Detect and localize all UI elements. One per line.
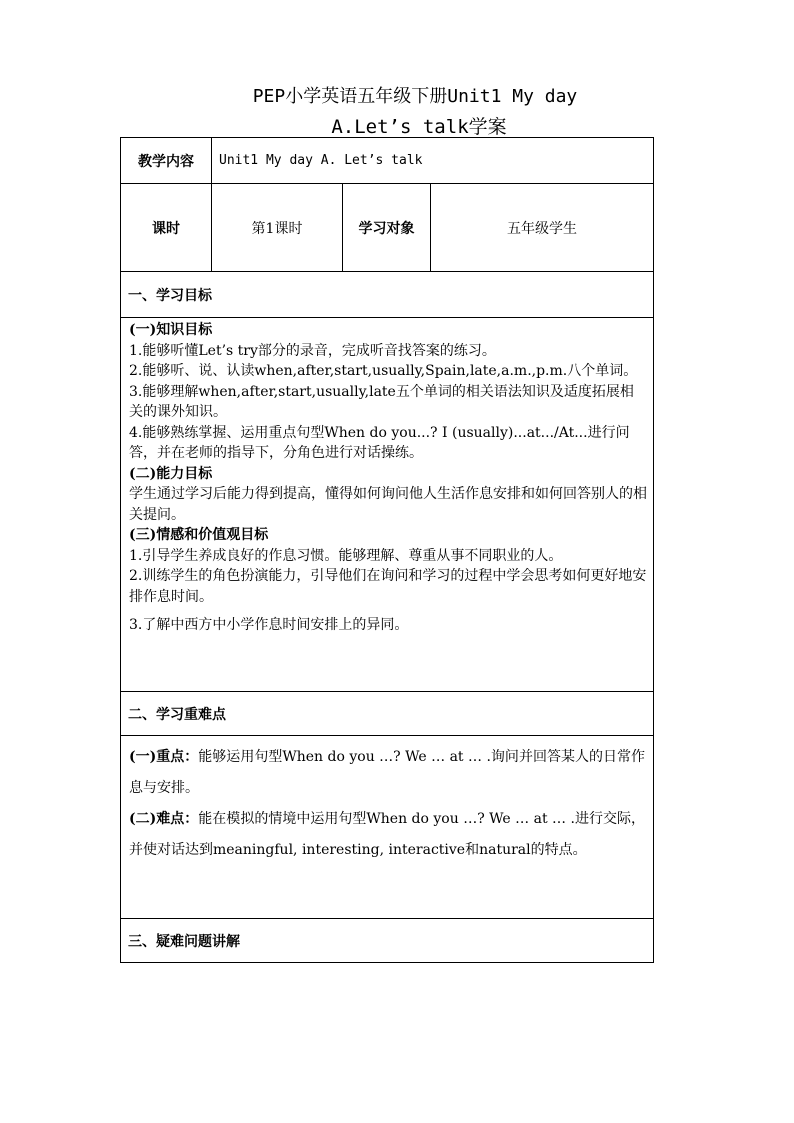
document-subtitle: A.Let’s talk学案 bbox=[331, 116, 507, 138]
objective-item: 学生通过学习后能力得到提高，懂得如何询问他人生活作息安排和如何回答别人的相关提问。 bbox=[129, 486, 647, 523]
difficulty-paragraph bbox=[129, 804, 645, 866]
objective-item: 2.能够听、说、认读when,after,start,usually,Spain,late,a.m.,p.m.八个单词。 bbox=[129, 363, 638, 379]
audience-label: 学习对象 bbox=[343, 184, 431, 272]
section-heading-objectives: 一、学习目标 bbox=[121, 272, 654, 318]
content-label: 教学内容 bbox=[121, 138, 212, 184]
section3-row bbox=[121, 919, 654, 963]
objective-item: 1.能够听懂Let’s try部分的录音，完成听音找答案的练习。 bbox=[129, 342, 496, 359]
lesson-plan-table bbox=[120, 137, 654, 963]
objective-item: 3.了解中西方中小学作息时间安排上的异同。 bbox=[129, 617, 409, 633]
objective-item: 3.能够理解when,after,start,usually,late五个单词的相关语法知识及适度拓展相关的课外知识。 bbox=[129, 383, 634, 420]
objective-heading: (二)能力目标 bbox=[129, 465, 213, 482]
difficulty-text: 能在模拟的情境中运用句型When do you …? We … at … .进行交际，并使对话达到meaningful, interesting, interactive和natural的特点。 bbox=[129, 811, 646, 858]
objective-item: 4.能够熟练掌握、运用重点句型When do you...? I (usually)...at.../At...进行问答，并在老师的指导下，分角色进行对话操练。 bbox=[129, 424, 630, 461]
section1-row bbox=[121, 272, 654, 318]
objectives-row bbox=[121, 318, 654, 692]
key-point-text: 能够运用句型When do you …? We … at … .询问并回答某人的日常作息与安排。 bbox=[129, 749, 646, 796]
period-value: 第1课时 bbox=[212, 184, 343, 272]
key-point-label: (一)重点： bbox=[129, 749, 199, 765]
section-heading-questions: 三、疑难问题讲解 bbox=[121, 919, 654, 963]
objectives-cell bbox=[121, 318, 654, 692]
period-label: 课时 bbox=[121, 184, 212, 272]
key-point-paragraph bbox=[129, 742, 645, 804]
objective-heading: (三)情感和价值观目标 bbox=[129, 527, 269, 543]
document-title: PEP小学英语五年级下册Unit1 My day bbox=[252, 86, 578, 107]
key-points-cell bbox=[121, 736, 654, 919]
audience-value: 五年级学生 bbox=[431, 184, 654, 272]
objective-item: 1.引导学生养成良好的作息习惯。能够理解、尊重从事不同职业的人。 bbox=[129, 547, 563, 564]
key-points-row bbox=[121, 736, 654, 919]
content-row bbox=[121, 138, 654, 184]
content-value: Unit1 My day A. Let’s talk bbox=[212, 138, 654, 184]
section2-row bbox=[121, 692, 654, 736]
objective-item: 2.训练学生的角色扮演能力，引导他们在询问和学习的过程中学会思考如何更好地安排作息时间。 bbox=[129, 568, 647, 605]
difficulty-label: (二)难点： bbox=[129, 811, 199, 827]
period-row bbox=[121, 184, 654, 272]
section-heading-key-points: 二、学习重难点 bbox=[121, 692, 654, 736]
objective-heading: (一)知识目标 bbox=[129, 322, 213, 338]
